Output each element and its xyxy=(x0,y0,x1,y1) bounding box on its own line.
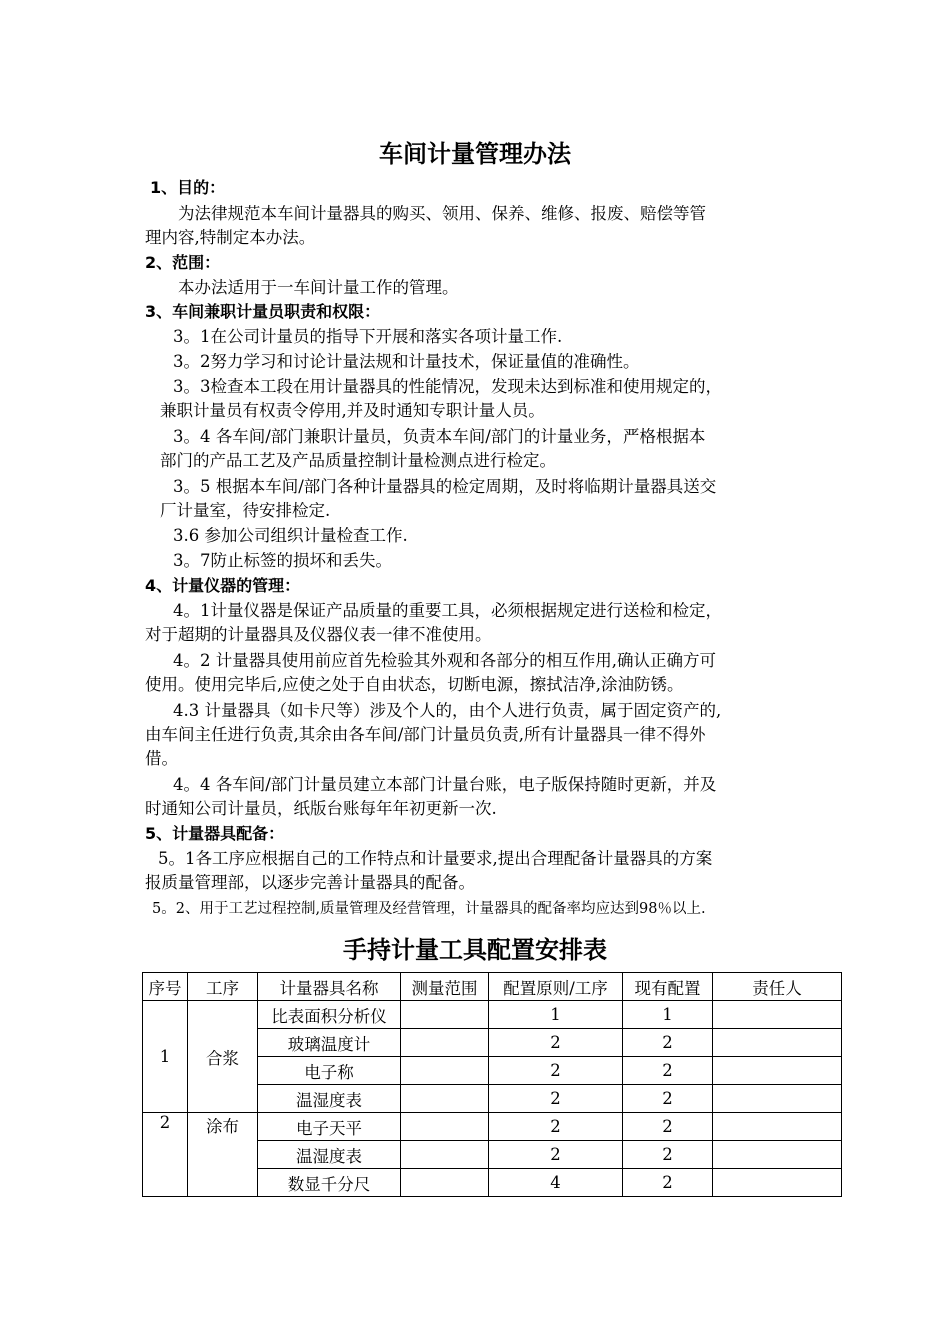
tool-current: 2 xyxy=(623,1029,713,1057)
table-header-row xyxy=(143,973,842,1001)
section-2-heading: 2、范围： xyxy=(145,253,221,272)
tool-owner xyxy=(713,1085,842,1113)
header-process: 工序 xyxy=(188,973,258,1001)
section-3-item: 3。5 根据本车间/部门各种计量器具的检定周期，及时将临期计量器具送交 xyxy=(173,477,717,496)
tool-owner xyxy=(713,1141,842,1169)
header-range: 测量范围 xyxy=(401,973,489,1001)
tool-owner xyxy=(713,1169,842,1197)
tool-name: 玻璃温度计 xyxy=(258,1029,401,1057)
tool-range xyxy=(401,1113,489,1141)
header-tool-name: 计量器具名称 xyxy=(258,973,401,1001)
section-1-heading: 1、目的： xyxy=(150,178,226,197)
tool-principle: 2 xyxy=(489,1141,623,1169)
table-row xyxy=(143,1113,842,1141)
group-no: 2 xyxy=(143,1113,188,1197)
section-4-heading: 4、计量仪器的管理： xyxy=(145,576,301,595)
tool-current: 2 xyxy=(623,1169,713,1197)
tool-current: 2 xyxy=(623,1141,713,1169)
tool-current: 2 xyxy=(623,1113,713,1141)
group-process: 涂布 xyxy=(188,1113,258,1197)
tool-range xyxy=(401,1029,489,1057)
section-1-paragraph: 为法律规范本车间计量器具的购买、领用、保养、维修、报废、赔偿等管 xyxy=(178,204,706,223)
section-5-item: 报质量管理部，以逐步完善计量器具的配备。 xyxy=(145,873,475,892)
section-3-item: 部门的产品工艺及产品质量控制计量检测点进行检定。 xyxy=(160,451,556,470)
header-principle: 配置原则/工序 xyxy=(489,973,623,1001)
section-3-item: 3。1在公司计量员的指导下开展和落实各项计量工作. xyxy=(173,327,563,346)
tool-allocation-table xyxy=(142,972,842,1197)
section-3-item: 3。4 各车间/部门兼职计量员，负责本车间/部门的计量业务，严格根据本 xyxy=(173,427,706,446)
group-process: 合浆 xyxy=(188,1001,258,1113)
section-1-paragraph: 理内容,特制定本办法。 xyxy=(145,228,316,247)
tool-owner xyxy=(713,1029,842,1057)
document-title: 车间计量管理办法 xyxy=(379,140,571,168)
section-4-item: 借。 xyxy=(145,749,178,768)
section-5-heading: 5、计量器具配备： xyxy=(145,824,285,843)
tool-principle: 2 xyxy=(489,1029,623,1057)
tool-current: 1 xyxy=(623,1001,713,1029)
section-4-item: 4。4 各车间/部门计量员建立本部门计量台账，电子版保持随时更新，并及 xyxy=(173,775,717,794)
tool-range xyxy=(401,1085,489,1113)
header-current: 现有配置 xyxy=(623,973,713,1001)
section-5-item: 5。1各工序应根据自己的工作特点和计量要求,提出合理配备计量器具的方案 xyxy=(158,849,713,868)
tool-owner xyxy=(713,1113,842,1141)
section-3-item: 3.6 参加公司组织计量检查工作. xyxy=(173,526,408,545)
section-4-item: 使用。使用完毕后,应使之处于自由状态，切断电源，擦拭洁净,涂油防锈。 xyxy=(145,675,684,694)
section-4-item: 4。2 计量器具使用前应首先检验其外观和各部分的相互作用,确认正确方可 xyxy=(173,651,716,670)
group-no: 1 xyxy=(143,1001,188,1113)
tool-range xyxy=(401,1141,489,1169)
tool-range xyxy=(401,1057,489,1085)
table-row xyxy=(143,1001,842,1029)
tool-name: 温湿度表 xyxy=(258,1141,401,1169)
tool-name: 电子天平 xyxy=(258,1113,401,1141)
section-2-paragraph: 本办法适用于一车间计量工作的管理。 xyxy=(178,278,459,297)
tool-name: 温湿度表 xyxy=(258,1085,401,1113)
section-3-item: 兼职计量员有权责令停用,并及时通知专职计量人员。 xyxy=(160,401,545,420)
section-3-item: 3。7防止标签的损坏和丢失。 xyxy=(173,551,392,570)
tool-owner xyxy=(713,1057,842,1085)
section-4-item: 由车间主任进行负责,其余由各车间/部门计量员负责,所有计量器具一律不得外 xyxy=(145,725,706,744)
header-owner: 责任人 xyxy=(713,973,842,1001)
section-4-item: 对于超期的计量器具及仪器仪表一律不准使用。 xyxy=(145,625,492,644)
header-no: 序号 xyxy=(143,973,188,1001)
tool-current: 2 xyxy=(623,1085,713,1113)
tool-principle: 1 xyxy=(489,1001,623,1029)
section-3-heading: 3、车间兼职计量员职责和权限： xyxy=(145,302,381,321)
tool-name: 比表面积分析仪 xyxy=(258,1001,401,1029)
tool-current: 2 xyxy=(623,1057,713,1085)
table-title: 手持计量工具配置安排表 xyxy=(343,936,607,964)
tool-name: 数显千分尺 xyxy=(258,1169,401,1197)
tool-range xyxy=(401,1001,489,1029)
section-3-item: 厂计量室，待安排检定. xyxy=(160,501,331,520)
section-5-item: 5。2、用于工艺过程控制,质量管理及经营管理，计量器具的配备率均应达到98％以上. xyxy=(152,901,706,917)
section-4-item: 4.3 计量器具（如卡尺等）涉及个人的，由个人进行负责，属于固定资产的, xyxy=(173,701,722,720)
tool-owner xyxy=(713,1001,842,1029)
section-3-item: 3。2努力学习和讨论计量法规和计量技术，保证量值的准确性。 xyxy=(173,352,640,371)
section-4-item: 时通知公司计量员，纸版台账每年年初更新一次. xyxy=(145,799,497,818)
tool-name: 电子称 xyxy=(258,1057,401,1085)
tool-principle: 2 xyxy=(489,1085,623,1113)
section-3-item: 3。3检查本工段在用计量器具的性能情况，发现未达到标准和使用规定的， xyxy=(173,377,722,396)
section-4-item: 4。1计量仪器是保证产品质量的重要工具，必须根据规定进行送检和检定， xyxy=(173,601,722,620)
tool-principle: 2 xyxy=(489,1113,623,1141)
tool-range xyxy=(401,1169,489,1197)
tool-principle: 2 xyxy=(489,1057,623,1085)
tool-principle: 4 xyxy=(489,1169,623,1197)
